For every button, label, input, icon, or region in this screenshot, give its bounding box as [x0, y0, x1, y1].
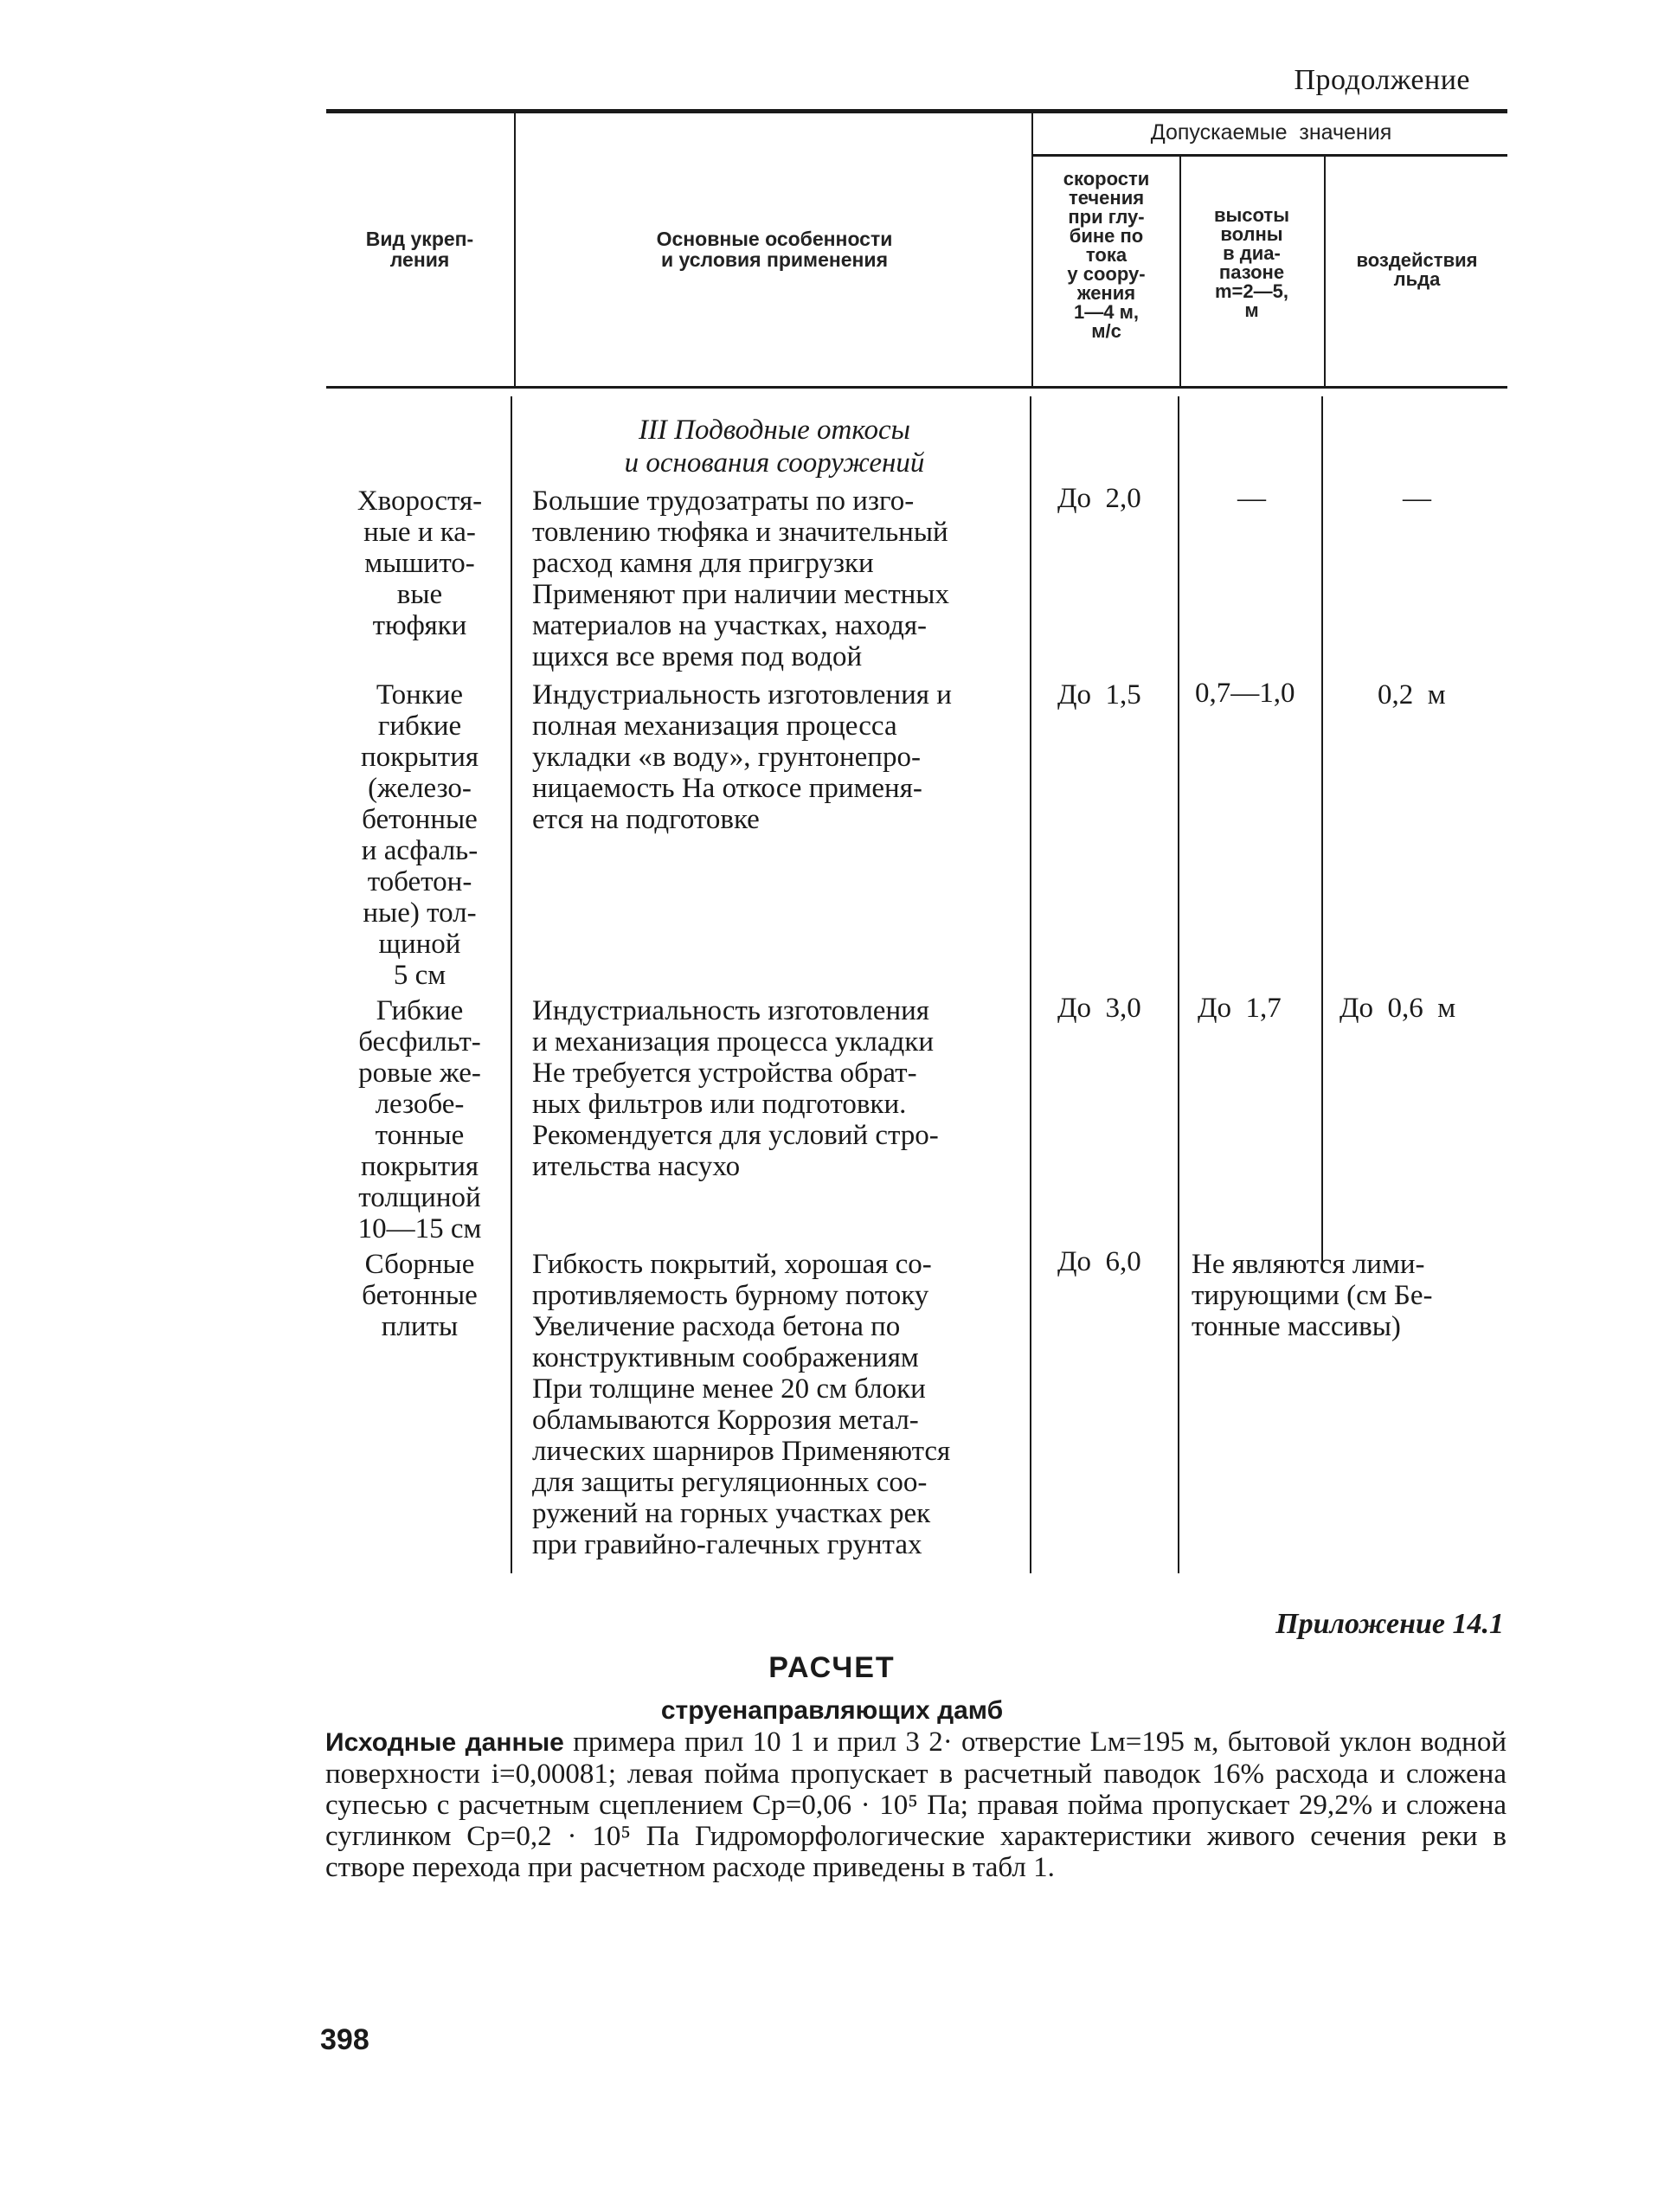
- row-2-type: Тонкие гибкие покрытия (железо- бетонные и асфаль- тобетон- ные) тол- щиной 5 см: [360, 679, 479, 991]
- col-divider-1-header: [514, 113, 516, 387]
- initial-data-lead: Исходные данные: [325, 1728, 564, 1757]
- row-3-type: Гибкие бесфильт- ровые же- лезобе- тонные покрытия толщиной 10—15 см: [357, 995, 482, 1244]
- appendix-label: Приложение 14.1: [1275, 1608, 1504, 1640]
- calc-subtitle: струенаправляющих дамб: [660, 1696, 1004, 1725]
- row-3-ice: До 0,6 м: [1340, 993, 1456, 1024]
- row-1-ice: —: [1403, 483, 1431, 514]
- row-3-desc: Индустриальность изготовления и механизация процесса укладки Не требуется устройства обрат- ных фильтров или подготовки. Рекомендуется для условий стро- ительства насухо: [532, 995, 939, 1182]
- col-header-allowed-group: Допускаемые значения: [1150, 120, 1392, 145]
- initial-data-text: примера прил 10 1 и прил 3 2· отверстие Lм=195 м, бытовой уклон водной поверхности i=0,00081; левая пойма пропускает в расчетный паводок 16% расхода и сложена супесью с расчетным сцеплением Ср=0,06 · 10⁵ Па; правая пойма пропускает 29,2% и сложена суглинком Ср=0,2 · 10⁵ Па Гидроморфологические характеристики живого сечения реки в створе перехода при расчетном расходе приведены в табл 1.: [325, 1727, 1507, 1883]
- row-1-type: Хворостя- ные и ка- мышито- вые тюфяки: [357, 485, 483, 641]
- col-header-features: Основные особенности и условия применения: [656, 228, 893, 271]
- row-2-wave: 0,7—1,0: [1195, 678, 1295, 709]
- page-number: 398: [320, 2023, 369, 2056]
- row-1-desc: Большие трудозатраты по изго- товлению тюфяка и значительный расход камня для пригрузки Применяют при наличии местных материалов на участках, находя- щихся все время под водой: [532, 485, 949, 672]
- calc-title: РАСЧЕТ: [768, 1651, 896, 1684]
- col-divider-1-body: [511, 396, 512, 1573]
- col-divider-4-body: [1321, 396, 1323, 1262]
- col-header-ice: воздействия льда: [1356, 249, 1478, 290]
- row-2-velocity: До 1,5: [1057, 679, 1141, 711]
- initial-data-paragraph: [325, 1727, 1507, 1883]
- col-header-wave: высоты волны в диа- пазоне m=2—5, м: [1213, 204, 1289, 321]
- col-header-velocity: скорости течения при глу- бине по тока у соору- жения 1—4 м, м/с: [1063, 168, 1150, 342]
- col-divider-2-body: [1030, 396, 1031, 1573]
- row-2-ice: 0,2 м: [1378, 679, 1446, 711]
- header-bottom-rule: [326, 386, 1507, 389]
- row-1-velocity: До 2,0: [1057, 483, 1141, 514]
- row-4-desc: Гибкость покрытий, хорошая со- противляемость бурному потоку Увеличение расхода бетона по конструктивным соображениям При толщине менее 20 см блоки обламываются Коррозия метал- лических шарниров Применяются для защиты регуляционных соо- ружений на горных участках рек при гравийно-галечных грунтах: [532, 1249, 951, 1560]
- row-1-wave: —: [1237, 483, 1266, 514]
- row-3-velocity: До 3,0: [1057, 993, 1141, 1024]
- row-2-desc: Индустриальность изготовления и полная механизация процесса укладки «в воду», грунтонепро- ницаемость На откосе применя- ется на подготовке: [532, 679, 952, 835]
- col-divider-3-body: [1178, 396, 1179, 1573]
- continuation-label: Продолжение: [1294, 64, 1470, 96]
- row-4-type: Сборные бетонные плиты: [362, 1249, 478, 1342]
- section-title: III Подводные откосы и основания сооружений: [624, 415, 925, 479]
- col-divider-2-header: [1031, 113, 1033, 387]
- row-3-wave: До 1,7: [1198, 993, 1282, 1024]
- table-top-rule: [326, 109, 1507, 113]
- col-divider-4-header: [1324, 157, 1326, 387]
- row-4-wave-ice-merged: Не являются лими- тирующими (см Бе- тонные массивы): [1192, 1249, 1433, 1342]
- allowed-group-rule: [1031, 154, 1507, 157]
- col-header-type: Вид укреп- ления: [365, 228, 474, 271]
- row-4-velocity: До 6,0: [1057, 1246, 1141, 1277]
